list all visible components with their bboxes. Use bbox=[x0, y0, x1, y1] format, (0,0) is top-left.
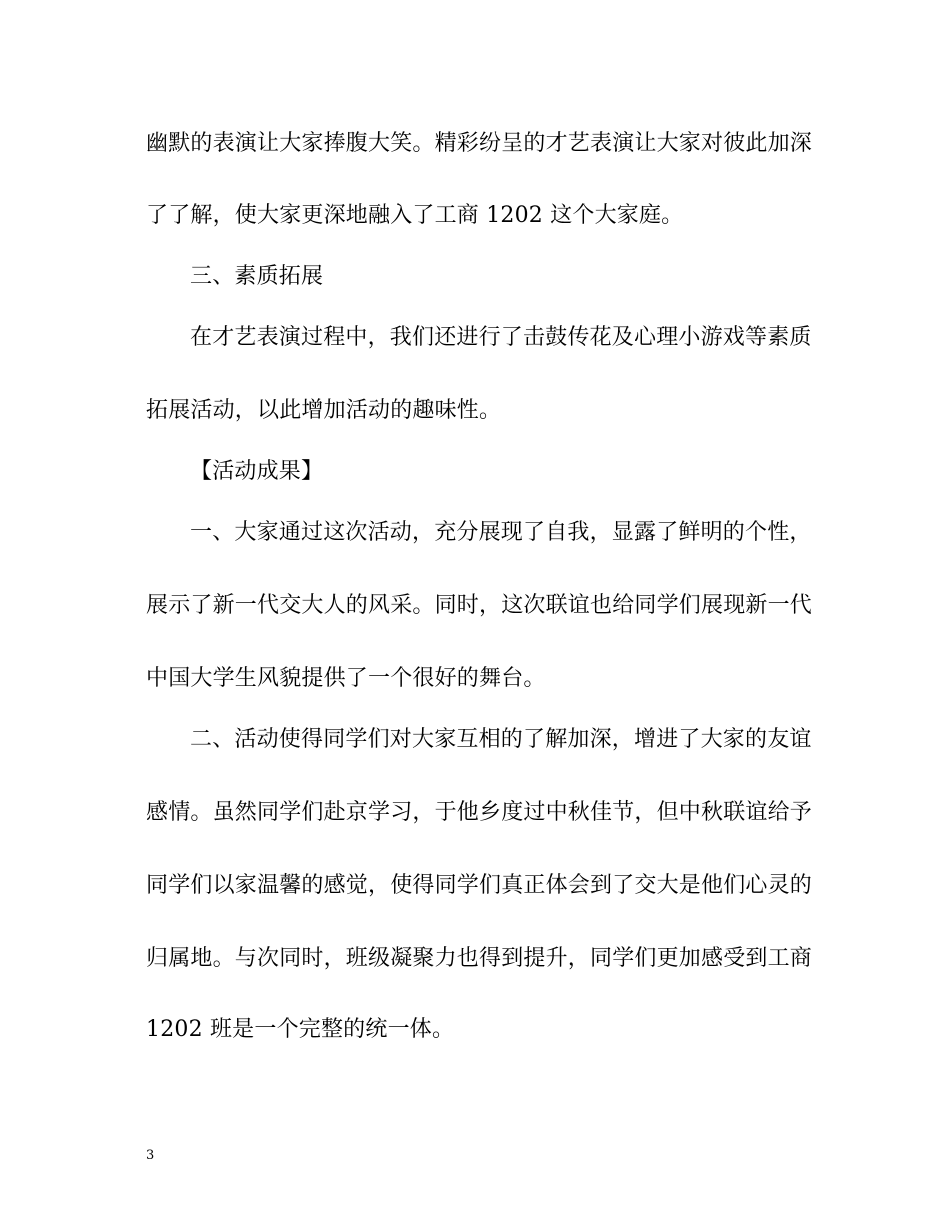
text-line: 1202 班是一个完整的统一体。 bbox=[146, 1017, 455, 1042]
text-line: 幽默的表演让大家捧腹大笑。精彩纷呈的才艺表演让大家对彼此加深 bbox=[146, 131, 813, 156]
text-line: 拓展活动，以此增加活动的趣味性。 bbox=[146, 398, 502, 423]
text-line: 展示了新一代交大人的风采。同时，这次联谊也给同学们展现新一代 bbox=[146, 593, 813, 618]
text-line: 二、活动使得同学们对大家互相的了解加深，增进了大家的友谊 bbox=[190, 727, 812, 752]
section-heading: 【活动成果】 bbox=[190, 459, 324, 484]
text-line: 中国大学生风貌提供了一个很好的舞台。 bbox=[146, 666, 546, 691]
text-line: 在才艺表演过程中，我们还进行了击鼓传花及心理小游戏等素质 bbox=[190, 325, 812, 350]
text-line: 一、大家通过这次活动，充分展现了自我，显露了鲜明的个性， bbox=[190, 520, 812, 545]
page-number: 3 bbox=[146, 1148, 155, 1163]
section-heading: 三、素质拓展 bbox=[190, 264, 324, 289]
text-line: 了了解，使大家更深地融入了工商 1202 这个大家庭。 bbox=[146, 203, 684, 228]
text-line: 感情。虽然同学们赴京学习，于他乡度过中秋佳节，但中秋联谊给予 bbox=[146, 800, 813, 825]
text-line: 同学们以家温馨的感觉，使得同学们真正体会到了交大是他们心灵的 bbox=[146, 873, 813, 898]
text-line: 归属地。与次同时，班级凝聚力也得到提升，同学们更加感受到工商 bbox=[146, 946, 813, 971]
